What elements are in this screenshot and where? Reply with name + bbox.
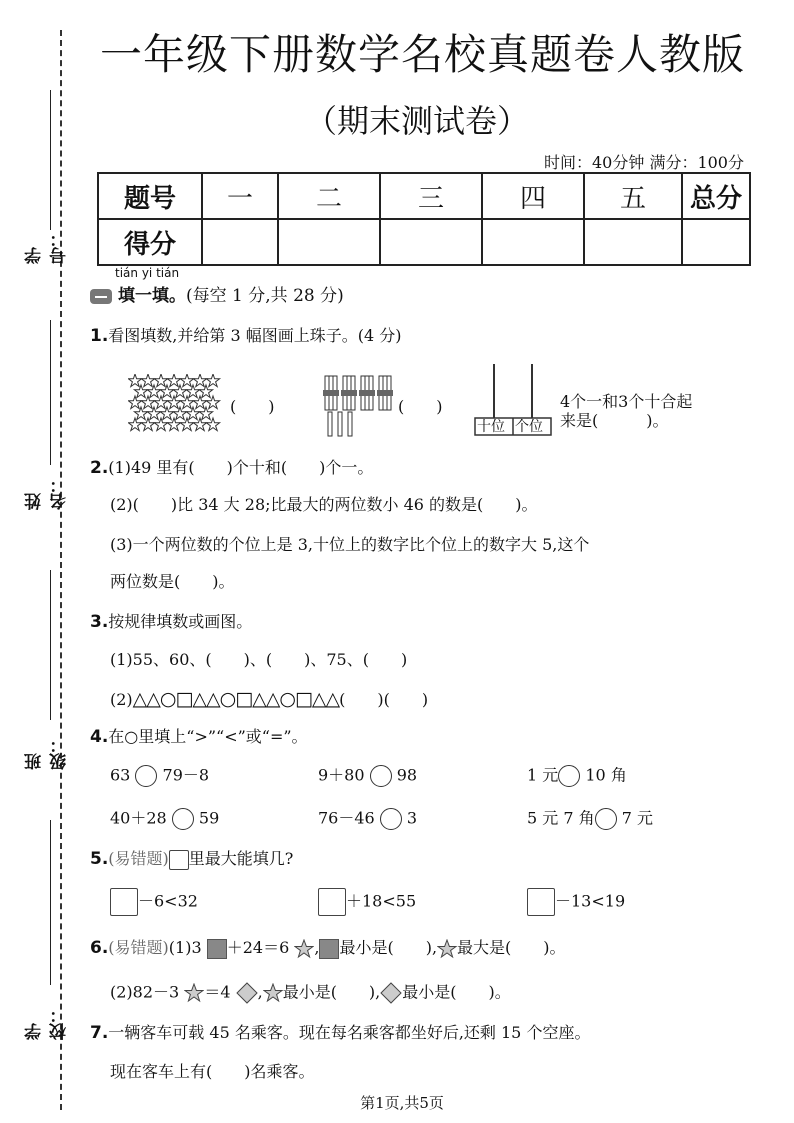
- star-icon: [199, 385, 212, 398]
- star-icon: [154, 374, 167, 387]
- star-icon: [128, 418, 141, 431]
- star-icon: [147, 385, 160, 398]
- star-icon: [141, 396, 154, 409]
- header-cell: 四: [482, 173, 584, 219]
- star-icon: [180, 396, 193, 409]
- q1-side-text-2: 来是( )。: [560, 411, 669, 430]
- compare-left: 1 元: [527, 765, 559, 785]
- star-icon: [294, 939, 314, 959]
- q6-text: ,: [257, 982, 263, 1002]
- question-3: [90, 612, 252, 632]
- score-table: [97, 172, 751, 266]
- tricky-tag: (易错题): [108, 849, 169, 868]
- compare-item: [110, 765, 209, 787]
- star-icon: [167, 374, 180, 387]
- q7-line-1: 一辆客车可载 45 名乘客。现在每名乘客都坐好后,还剩 15 个空座。: [108, 1023, 591, 1042]
- question-1: [90, 326, 402, 346]
- stars-group-icon: [128, 374, 228, 436]
- question-number: 4.: [90, 727, 109, 747]
- compare-left: 9＋80: [318, 765, 365, 785]
- question-text: 在○里填上“>”“<”或“=”。: [108, 727, 308, 746]
- gray-square-icon: [319, 939, 339, 959]
- circle-blank-icon[interactable]: [595, 808, 617, 830]
- section-title: 填一填: [118, 286, 169, 306]
- question-6-line-2: [110, 982, 511, 1004]
- question-2: [90, 458, 373, 478]
- square-blank-icon[interactable]: [527, 888, 555, 916]
- question-text: 里最大能填几?: [188, 849, 294, 868]
- student-id-label: 学号：: [25, 230, 70, 264]
- star-icon: [147, 407, 160, 420]
- inequality-item: [318, 888, 416, 916]
- question-7: [90, 1023, 590, 1043]
- q1-side-text-1: 4个一和3个十合起: [560, 392, 693, 411]
- star-icon: [206, 418, 219, 431]
- square-blank-icon[interactable]: [318, 888, 346, 916]
- q6-text: (2)82－3: [110, 982, 180, 1002]
- compare-left: 40＋28: [110, 808, 167, 828]
- star-icon: [180, 418, 193, 431]
- star-icon: [134, 385, 147, 398]
- compare-left: 63: [110, 765, 131, 785]
- question-text: 看图填数,并给第 3 幅图画上珠子。(4 分): [108, 326, 402, 345]
- square-blank-icon: [169, 850, 189, 870]
- header-cell: 总分: [682, 173, 750, 219]
- q6-text: ,: [314, 938, 320, 957]
- header-cell: 二: [278, 173, 380, 219]
- inequality-item: [527, 888, 625, 916]
- score-label-cell: 得分: [98, 219, 202, 265]
- star-icon: [437, 939, 457, 959]
- star-icon: [186, 407, 199, 420]
- star-icon: [173, 407, 186, 420]
- page-subtitle: （期末测试卷）: [304, 102, 529, 140]
- star-icon: [180, 374, 193, 387]
- name-label: 姓名：: [25, 476, 70, 510]
- compare-right: 7 元: [621, 808, 653, 828]
- school-label: 学校：: [25, 1006, 70, 1040]
- q2-line-4: 两位数是( )。: [110, 572, 235, 591]
- star-icon: [193, 396, 206, 409]
- star-icon: [167, 418, 180, 431]
- section-note: (每空 1 分,共 28 分): [186, 286, 344, 306]
- q6-text: ＝4: [204, 982, 231, 1002]
- q2-line-3: (3)一个两位数的个位上是 3,十位上的数字比个位上的数字大 5,这个: [110, 535, 590, 554]
- q3-line-2-prefix: (2): [110, 690, 133, 709]
- inequality-text: ＋18<55: [346, 891, 417, 911]
- star-icon: [193, 374, 206, 387]
- q6-text: ＋24＝6: [226, 938, 290, 957]
- shape-pattern: △△○□△△○□△△○□△△: [132, 688, 340, 710]
- score-cell[interactable]: [584, 219, 682, 265]
- compare-item: [527, 765, 627, 787]
- q1-blank-2[interactable]: ( ): [398, 397, 443, 416]
- star-icon: [160, 385, 173, 398]
- compare-item: [318, 765, 417, 787]
- q6-text: (1)3: [168, 938, 202, 957]
- compare-right: 59: [198, 808, 220, 828]
- star-icon: [193, 418, 206, 431]
- q3-line-2: [110, 688, 428, 711]
- q6-text: 最大是( )。: [457, 938, 566, 957]
- diamond-icon: [236, 982, 258, 1004]
- inequality-text: －13<19: [555, 891, 626, 911]
- name-line: [50, 320, 51, 465]
- star-icon: [128, 374, 141, 387]
- compare-left: 5 元 7 角: [527, 808, 595, 828]
- question-5: [90, 849, 293, 870]
- page-footer: 第1页,共5页: [360, 1094, 444, 1112]
- star-icon: [160, 407, 173, 420]
- question-number: 6.: [90, 938, 109, 958]
- compare-item: [527, 808, 653, 830]
- star-icon: [263, 983, 283, 1003]
- score-cell[interactable]: [380, 219, 482, 265]
- star-icon: [199, 407, 212, 420]
- question-number: 3.: [90, 612, 109, 632]
- q7-line-2: 现在客车上有( )名乘客。: [110, 1062, 315, 1081]
- diamond-icon: [380, 982, 402, 1004]
- compare-right: 79－8: [162, 765, 210, 785]
- q3-line-1: (1)55、60、( )、( )、75、( ): [110, 650, 408, 669]
- q2-line-2: (2)( )比 34 大 28;比最大的两位数小 46 的数是( )。: [110, 495, 538, 514]
- question-text: 按规律填数或画图。: [108, 612, 253, 631]
- score-cell[interactable]: [202, 219, 278, 265]
- side-field-name: [14, 320, 70, 510]
- score-table-header-row: [98, 173, 750, 219]
- compare-left: 76－46: [318, 808, 375, 828]
- header-cell: 一: [202, 173, 278, 219]
- score-table-score-row: [98, 219, 750, 265]
- compare-right: 3: [406, 808, 418, 828]
- q6-text: 最小是( )。: [402, 982, 511, 1002]
- side-field-school: [14, 820, 70, 1040]
- header-cell: 五: [584, 173, 682, 219]
- q3-line-2-blanks[interactable]: ( )( ): [339, 690, 429, 709]
- compare-item: [110, 808, 219, 830]
- star-icon: [141, 418, 154, 431]
- star-icon: [206, 374, 219, 387]
- score-cell[interactable]: [278, 219, 380, 265]
- sticks-bundles-icon: [320, 372, 396, 438]
- side-field-class: [14, 570, 70, 770]
- circle-blank-icon[interactable]: [370, 765, 392, 787]
- abacus-tens-label: 十位: [477, 419, 505, 435]
- star-icon: [134, 407, 147, 420]
- q2-line-1: (1)49 里有( )个十和( )个一。: [108, 458, 374, 477]
- binding-dashed-line: [60, 30, 62, 1110]
- q6-text: 最小是( ),: [282, 982, 381, 1002]
- q6-text: 最小是( ),: [339, 938, 438, 957]
- question-number: 2.: [90, 458, 109, 478]
- star-icon: [141, 374, 154, 387]
- compare-item: [318, 808, 417, 830]
- time-info: 时间：40分钟 满分：100分: [544, 153, 744, 172]
- section-title-dot: 。: [169, 286, 186, 306]
- square-blank-icon[interactable]: [110, 888, 138, 916]
- question-number: 7.: [90, 1023, 109, 1043]
- compare-right: 98: [396, 765, 418, 785]
- section-1-heading: [90, 286, 344, 306]
- inequality-item: [110, 888, 198, 916]
- class-label: 班级：: [25, 736, 70, 770]
- star-icon: [184, 983, 204, 1003]
- score-cell[interactable]: [682, 219, 750, 265]
- circle-blank-icon[interactable]: [558, 765, 580, 787]
- star-icon: [154, 396, 167, 409]
- star-icon: [206, 396, 219, 409]
- question-number: 1.: [90, 326, 109, 346]
- question-number: 5.: [90, 849, 109, 869]
- gray-square-icon: [207, 939, 227, 959]
- star-icon: [173, 385, 186, 398]
- star-icon: [154, 418, 167, 431]
- q1-blank-1[interactable]: ( ): [230, 397, 275, 416]
- question-4: [90, 727, 308, 747]
- score-cell[interactable]: [482, 219, 584, 265]
- school-line: [50, 820, 51, 985]
- header-cell: 题号: [98, 173, 202, 219]
- section-pinyin: tián yi tián: [115, 266, 180, 280]
- circle-blank-icon[interactable]: [135, 765, 157, 787]
- class-line: [50, 570, 51, 720]
- abacus-ones-label: 个位: [515, 419, 543, 435]
- page-title: 一年级下册数学名校真题卷人教版: [100, 30, 746, 79]
- star-icon: [167, 396, 180, 409]
- tricky-tag: (易错题): [108, 938, 169, 957]
- header-cell: 三: [380, 173, 482, 219]
- question-6-line-1: [90, 938, 566, 959]
- circle-blank-icon[interactable]: [380, 808, 402, 830]
- star-icon: [128, 396, 141, 409]
- star-icon: [186, 385, 199, 398]
- inequality-text: －6<32: [138, 891, 198, 911]
- circle-blank-icon[interactable]: [172, 808, 194, 830]
- section-number-badge-icon: [90, 289, 112, 304]
- compare-right: 10 角: [585, 765, 627, 785]
